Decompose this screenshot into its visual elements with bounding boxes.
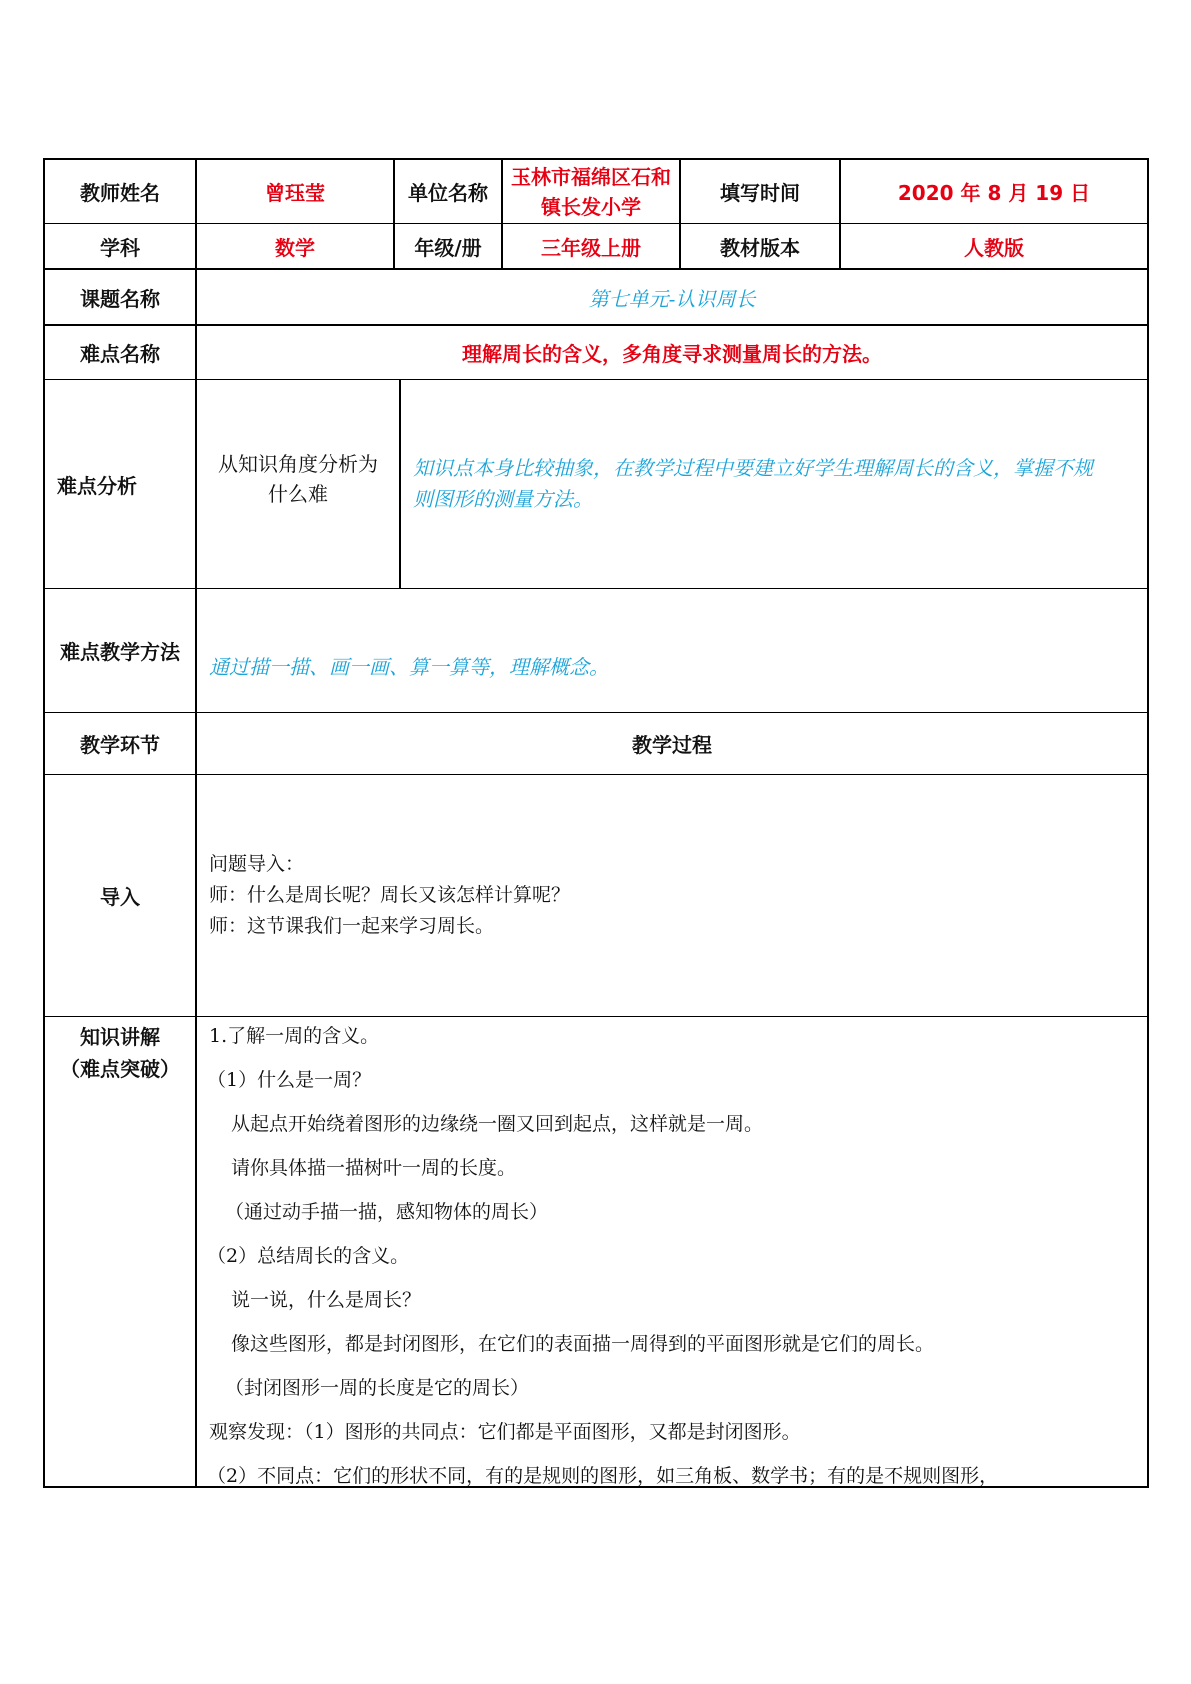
- grade-label: 年级/册: [393, 224, 501, 268]
- intro-line: 师：什么是周长呢？周长又该怎样计算呢？: [209, 884, 571, 906]
- row-teacher: [45, 160, 1147, 224]
- knowledge-line: 请你具体描一描树叶一周的长度。: [231, 1157, 517, 1179]
- teacher-name: 曾珏莹: [195, 160, 393, 223]
- topic-label: 课题名称: [80, 286, 160, 311]
- knowledge-label-line2: （难点突破）: [60, 1057, 180, 1081]
- edition-value: 人教版: [839, 224, 1147, 268]
- process-stage-label: 教学环节: [80, 733, 160, 757]
- subject-label: 学科: [100, 235, 140, 260]
- intro-line: 师：这节课我们一起来学习周长。: [209, 915, 495, 937]
- unit-name-line2: 镇长发小学: [541, 194, 641, 219]
- analysis-label: 难点分析: [57, 473, 137, 498]
- knowledge-label: [45, 1017, 195, 1488]
- knowledge-content: [195, 1017, 1147, 1488]
- unit-label: 单位名称: [393, 160, 501, 223]
- analysis-sub-label-line2: 什么难: [268, 482, 328, 506]
- row-intro: [45, 775, 1147, 1017]
- knowledge-line: 观察发现：（1）图形的共同点：它们都是平面图形，又都是封闭图形。: [209, 1421, 801, 1443]
- difficulty-value: 理解周长的含义，多角度寻求测量周长的方法。: [195, 326, 1147, 379]
- analysis-value-line2: 则图形的测量方法。: [413, 487, 593, 511]
- row-topic: [45, 270, 1147, 326]
- knowledge-line: （通过动手描一描，感知物体的周长）: [225, 1201, 549, 1223]
- intro-content: [195, 775, 1147, 1016]
- knowledge-label-line1: 知识讲解: [80, 1025, 160, 1049]
- row-method: [45, 589, 1147, 713]
- subject-value: 数学: [195, 224, 393, 268]
- analysis-value: [399, 380, 1147, 588]
- row-analysis: [45, 380, 1147, 589]
- analysis-sub-label-line1: 从知识角度分析为: [218, 452, 378, 476]
- teacher-label: 教师姓名: [80, 181, 160, 205]
- knowledge-line: （2）总结周长的含义。: [207, 1245, 410, 1267]
- method-label: 难点教学方法: [60, 640, 180, 664]
- knowledge-line: 从起点开始绕着图形的边缘绕一圈又回到起点，这样就是一周。: [231, 1113, 764, 1135]
- knowledge-line: （2）不同点：它们的形状不同，有的是规则的图形，如三角板、数学书；有的是不规则图形，: [207, 1465, 999, 1487]
- row-subject: [45, 224, 1147, 270]
- edition-label: 教材版本: [679, 224, 839, 268]
- date-value: 2020 年 8 月 19 日: [839, 160, 1147, 223]
- knowledge-line: （封闭图形一周的长度是它的周长）: [225, 1377, 530, 1399]
- difficulty-label: 难点名称: [80, 342, 160, 366]
- unit-name: [501, 160, 679, 223]
- knowledge-line: 1.了解一周的含义。: [209, 1025, 380, 1047]
- method-value: 通过描一描、画一画、算一算等，理解概念。: [195, 589, 1147, 712]
- intro-line: 问题导入：: [209, 853, 305, 875]
- row-process-header: [45, 713, 1147, 775]
- grade-value: 三年级上册: [501, 224, 679, 268]
- date-label: 填写时间: [679, 160, 839, 223]
- topic-value: 第七单元-认识周长: [195, 270, 1147, 324]
- intro-label: 导入: [100, 885, 140, 909]
- knowledge-line: 说一说，什么是周长？: [231, 1289, 422, 1311]
- lesson-plan-table: [43, 158, 1149, 1488]
- row-knowledge: [45, 1017, 1147, 1488]
- row-difficulty: [45, 326, 1147, 380]
- analysis-sub-label: [195, 380, 399, 588]
- analysis-value-line1: 知识点本身比较抽象，在教学过程中要建立好学生理解周长的含义，掌握不规: [413, 456, 1093, 480]
- knowledge-line: （1）什么是一周？: [207, 1069, 372, 1091]
- unit-name-line1: 玉林市福绵区石和: [511, 164, 671, 189]
- knowledge-line: 像这些图形，都是封闭图形，在它们的表面描一周得到的平面图形就是它们的周长。: [231, 1333, 935, 1355]
- process-label: 教学过程: [195, 713, 1147, 774]
